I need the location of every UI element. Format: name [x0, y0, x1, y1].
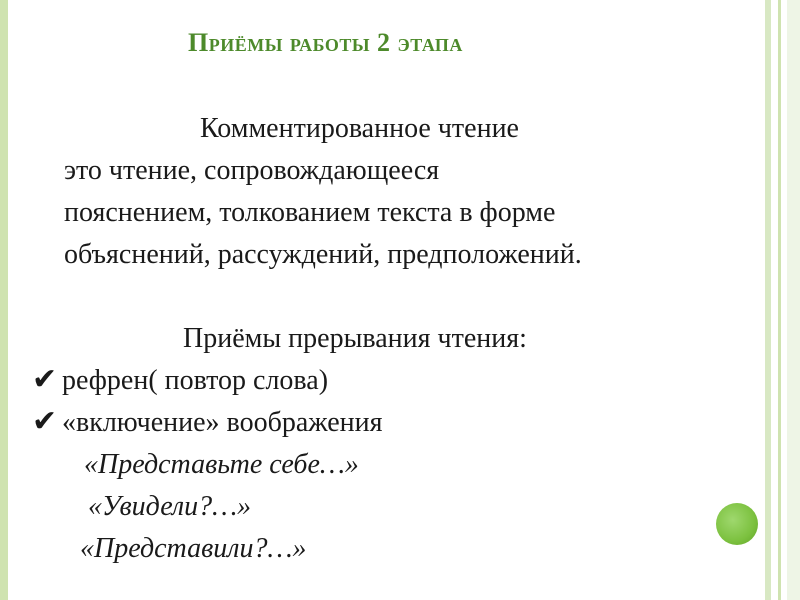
definition-line-2: пояснением, толкованием текста в форме	[64, 197, 556, 228]
check-mark-icon: ✔	[32, 363, 58, 396]
right-frame-band	[787, 0, 800, 600]
slide-title: Приёмы работы 2 этапа	[188, 28, 463, 57]
definition-line-3: объяснений, рассуждений, предположений.	[64, 239, 582, 270]
bullet-item-1: рефрен( повтор слова)	[62, 365, 329, 396]
bullet-item-2: «включение» воображения	[62, 407, 383, 438]
definition-heading: Комментированное чтение	[200, 113, 519, 144]
definition-line-1: это чтение, сопровождающееся	[64, 155, 440, 186]
left-frame-stripe	[0, 0, 8, 600]
check-mark-icon: ✔	[32, 405, 58, 438]
right-frame-stripe	[765, 0, 771, 600]
phrase-2: «Увидели?…»	[88, 491, 252, 522]
phrase-1: «Представьте себе…»	[84, 449, 359, 480]
decorative-green-dot	[716, 503, 758, 545]
phrase-3: «Представили?…»	[80, 533, 307, 564]
interruption-heading: Приёмы прерывания чтения:	[183, 323, 527, 354]
right-frame-stripe-thin	[778, 0, 781, 600]
